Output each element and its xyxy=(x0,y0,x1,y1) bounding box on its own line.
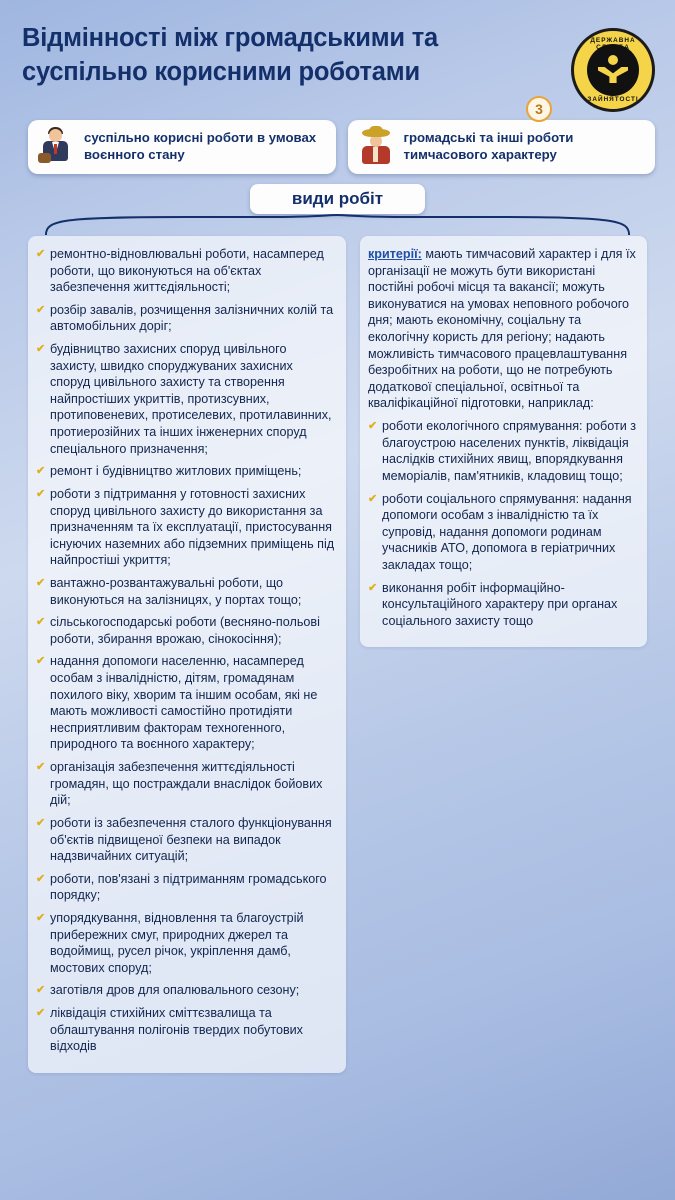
check-icon: ✔ xyxy=(36,816,46,829)
check-icon: ✔ xyxy=(36,1006,46,1019)
list-item: ✔ будівництво захисних споруд цивільного захисту, швидко споруджуваних захисних споруд цивільного захисту та створення найпростіших укриттів, протизсувних, протиповеневих, протиселевих, протилавинних, протиерозійних та інших інженерних споруд спеціального призначення; xyxy=(36,342,332,456)
types-of-works-pill: види робіт xyxy=(250,184,425,214)
card-label: суспільно корисні роботи в умовах воєнного стану xyxy=(84,130,317,162)
list-item: ✔ роботи соціального спрямування: надання допомоги особам з інвалідністю та їх супровід, надання допомоги родинам учасників АТО, допомога в геріатричних закладах тощо; xyxy=(368,491,632,572)
list-item: ✔ ліквідація стихійних сміттєзвалища та облаштування полігонів твердих побутових відходів xyxy=(36,1005,303,1054)
list-item: ✔ організація забезпечення життєдіяльності громадян, що постраждали внаслідок бойових дій; xyxy=(36,760,323,808)
check-icon: ✔ xyxy=(36,303,46,316)
list-item: ✔ роботи екологічного спрямування: роботи з благоустрою населених пунктів, ліквідація наслідків стихійних явищ, впорядкування меморіалів, пам'ятників, кладовищ тощо; xyxy=(368,419,637,483)
check-icon: ✔ xyxy=(368,492,378,505)
criteria-block xyxy=(368,246,637,412)
check-icon: ✔ xyxy=(36,761,46,774)
card-public-temporary-works xyxy=(348,120,656,174)
criteria-text: мають тимчасовий характер і для їх організації не можуть бути використані постійні робочі місця та вакансії; можуть виконуватися на умовах неповного робочого дня; мають економічну, соціальну та екологічну користь для регіону; надають можливість тимчасового працевлаштування безробітних на роботи, що не потребують додаткової спеціальної, освітньої та кваліфікаційної підготовки, наприклад: xyxy=(368,247,636,411)
slide-number-badge: 3 xyxy=(526,96,552,122)
list-item: ✔ надання допомоги населенню, насамперед особам з інвалідністю, дітям, громадянам похилого віку, хворим та іншим особам, які не мають можливості самостійно протидіяти несприятливим факторам техногенного, природного та воєнного характеру; xyxy=(36,654,318,752)
list-item: ✔ упорядкування, відновлення та благоустрій прибережних смуг, природних джерел та водоймищ, русел річок, укріплення дамб, мостових споруд; xyxy=(36,910,304,975)
check-icon: ✔ xyxy=(36,872,46,885)
construction-worker-avatar xyxy=(356,127,396,167)
page-title: Відмінності між громадськими та суспільно корисними роботами xyxy=(22,24,439,86)
state-employment-service-emblem xyxy=(571,28,655,112)
check-icon: ✔ xyxy=(36,343,46,356)
check-icon: ✔ xyxy=(36,655,46,668)
list-item: ✔ ремонт і будівництво житлових приміщень; xyxy=(36,464,302,479)
list-item: ✔ роботи із забезпечення сталого функціонування об'єктів підвищеної безпеки на випадок надзвичайних ситуацій; xyxy=(36,815,332,864)
right-column-public-temporary-works xyxy=(360,236,647,647)
list-item: ✔ вантажно-розвантажувальні роботи, що виконуються на залізницях, у портах тощо; xyxy=(36,575,302,607)
list-item: ✔ роботи, пов'язані з підтриманням громадського порядку; xyxy=(36,871,327,903)
criteria-label: критерії: xyxy=(368,247,422,261)
check-icon: ✔ xyxy=(36,576,46,589)
card-socially-useful-works xyxy=(28,120,336,174)
check-icon: ✔ xyxy=(36,465,46,478)
check-icon: ✔ xyxy=(36,984,46,997)
list-item: ✔ роботи з підтримання у готовності захисних споруд цивільного захисту до використання за призначенням та їх експлуатації, пристосування існуючих наземних або підземних приміщень під найпростіші укриття; xyxy=(36,486,335,568)
brace-divider xyxy=(44,214,631,236)
card-label: громадські та інші роботи тимчасового характеру xyxy=(403,130,574,162)
list-item: ✔ сільськогосподарські роботи (весняно-польові роботи, збирання врожаю, сінокосіння); xyxy=(36,615,320,646)
content-columns xyxy=(28,236,647,1073)
types-of-works-pill-wrap xyxy=(14,184,661,214)
emblem-top-text: ДЕРЖАВНА СЛУЖБА xyxy=(590,37,636,51)
header xyxy=(14,22,661,117)
check-icon: ✔ xyxy=(36,616,46,629)
emblem-bottom-text: ЗАЙНЯТОСТІ xyxy=(587,96,639,103)
trident-emblem-icon xyxy=(596,53,630,87)
check-icon: ✔ xyxy=(368,581,378,594)
list-item: ✔ виконання робіт інформаційно-консультаційного характеру при органах соціального захисту тощо xyxy=(368,580,618,628)
check-icon: ✔ xyxy=(36,248,46,260)
list-item: ✔ розбір завалів, розчищення залізничних колій та автомобільних доріг; xyxy=(36,302,334,334)
check-icon: ✔ xyxy=(36,487,46,500)
left-column-socially-useful-works xyxy=(28,236,346,1073)
category-cards xyxy=(28,120,655,174)
list-item: ✔ ремонтно-відновлювальні роботи, насамперед роботи, що виконуються на об'єктах забезпечення життєдіяльності; xyxy=(36,247,324,295)
list-item: ✔ заготівля дров для опалювального сезону; xyxy=(36,983,300,998)
office-worker-avatar xyxy=(36,127,76,167)
check-icon: ✔ xyxy=(36,911,46,924)
check-icon: ✔ xyxy=(368,420,378,433)
